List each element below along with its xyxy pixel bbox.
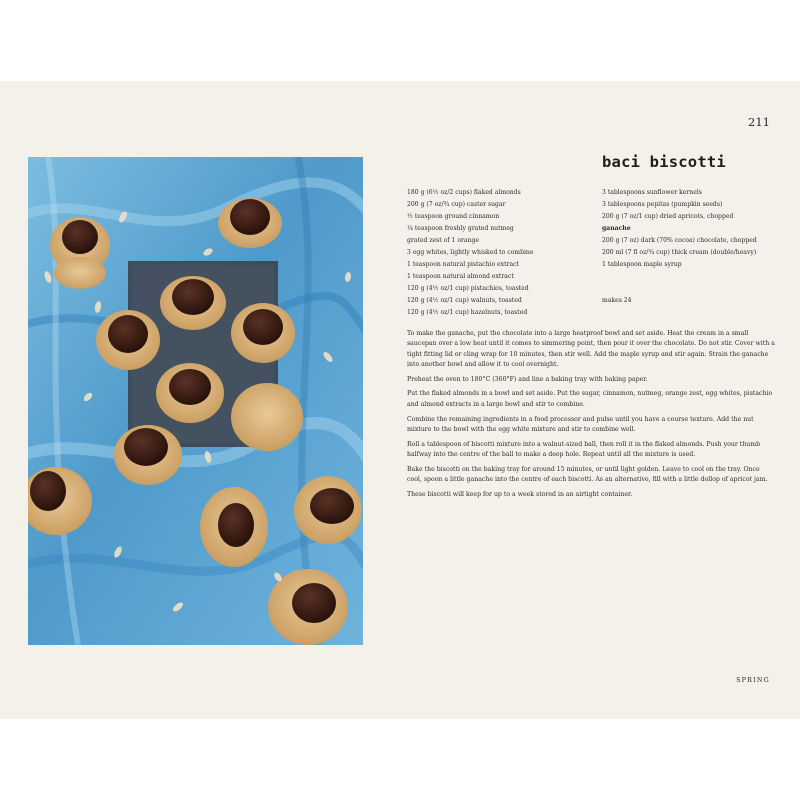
ingredient-line: ½ teaspoon ground cinnamon [407,213,500,220]
section-label: SPRING [736,676,770,684]
ganache-ingredient-line: 200 g (7 oz) dark (70% cocoa) chocolate, chopped [602,237,757,244]
ingredient-line: 3 egg whites, lightly whisked to combine [407,249,534,256]
ingredients-column-right [602,187,777,307]
method-paragraph: Preheat the oven to 180°C (360°F) and line a baking tray with baking paper. [407,375,648,383]
book-page [0,81,800,719]
ingredient-line: 1 teaspoon natural almond extract [407,273,514,280]
method-paragraph: Roll a tablespoon of biscotti mixture into a walnut-sized ball, then roll it in the flaked almonds. Push your thumb halfway into the centre of the ball to make a deep hole. Repeat until all the mixture is used. [407,440,761,458]
yield-text: makes 24 [602,297,632,304]
ingredient-line: grated zest of 1 orange [407,237,479,244]
ingredient-line: 3 tablespoons pepitas (pumpkin seeds) [602,201,723,208]
method-text [407,329,775,505]
ingredient-line: 200 g (7 oz/¾ cup) caster sugar [407,201,506,208]
ingredient-line: 120 g (4½ oz/1 cup) pistachios, toasted [407,285,529,292]
ingredient-line: 120 g (4½ oz/1 cup) hazelnuts, toasted [407,309,528,316]
ingredient-line: 1 teaspoon natural pistachio extract [407,261,519,268]
ingredient-line: ¼ teaspoon freshly grated nutmeg [407,225,514,232]
ingredient-line: 180 g (6½ oz/2 cups) flaked almonds [407,189,521,196]
method-paragraph: These biscotti will keep for up to a week stored in an airtight container. [407,490,633,498]
method-paragraph: Combine the remaining ingredients in a food processor and pulse until you have a course texture. Add the nut mixture to the bowl with the egg white mixture and stir to combine well. [407,415,754,433]
ingredients-column-left [407,187,595,319]
method-paragraph: Bake the biscotti on the baking tray for around 15 minutes, or until light golden. Leave to cool on the tray. Once cool, spoon a little ganache into the centre of each biscotti. As an alternative, fill with a little dollop of apricot jam. [407,465,768,484]
method-paragraph: Put the flaked almonds in a bowl and set aside. Put the sugar, cinnamon, nutmeg, orange zest, egg whites, pistachio and almond extracts in a large bowl and stir to combine. [407,390,773,408]
method-paragraph: To make the ganache, put the chocolate into a large heatproof bowl and set aside. Heat the cream in a small saucepan over a low heat until it comes to simmering point, then pour it over the chocolate. Do not stir. Cover with a tight fitting lid or cling wrap for 10 minutes, then stir well. Add the maple syrup and stir again. Strain the ganache into another bowl and allow it to cool overnight. [407,330,775,368]
ingredient-line: 120 g (4½ oz/1 cup) walnuts, toasted [407,297,522,304]
ingredient-line: 3 tablespoons sunflower kernels [602,189,702,196]
recipe-photo [28,157,363,645]
ingredient-line: 200 g (7 oz/1 cup) dried apricots, chopped [602,213,734,220]
ganache-ingredient-line: 1 tablespoon maple syrup [602,261,682,268]
ganache-ingredient-line: 200 ml (7 fl oz/¾ cup) thick cream (double/heavy) [602,249,757,256]
recipe-title: baci biscotti [602,153,726,171]
page-number: 211 [748,115,770,129]
ganache-heading: ganache [602,225,631,232]
